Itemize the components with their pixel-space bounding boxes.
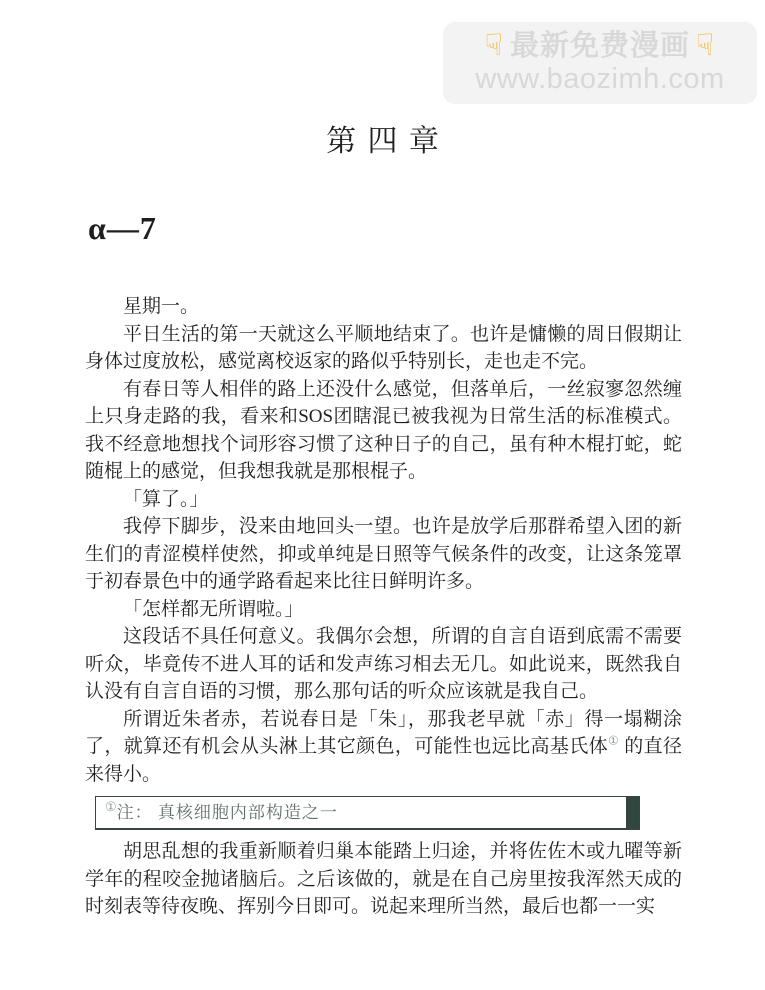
paragraph: 有春日等人相伴的路上还没什么感觉，但落单后，一丝寂寥忽然缠上只身走路的我，看来和SOS团瞎混已被我视为日常生活的标准模式。我不经意地想找个词形容习惯了这种日子的自己，虽有种木棍打蛇，蛇随棍上的感觉，但我想我就是那根棍子。 <box>85 378 682 482</box>
paragraph: 胡思乱想的我重新顺着归巢本能踏上归途，并将佐佐木或九曜等新学年的程咬金抛诸脑后。之后该做的，就是在自己房里按我浑然天成的时刻表等待夜晚、挥别今日即可。说起来理所当然，最后也都一一实 <box>85 841 682 917</box>
chapter-title: 第四章 <box>326 125 451 158</box>
pointing-down-icon: ☟ <box>484 27 504 63</box>
paragraph: 星期一。 <box>123 296 200 317</box>
footnote-text: 注： 真核细胞内部构造之一 <box>116 802 338 822</box>
paragraph-text: 所谓近朱者赤，若说春日是「朱」，那我老早就「赤」得一塌糊涂了，就算还有机会从头淋上其它颜色，可能性也远比高基氏体 <box>85 708 682 757</box>
paragraph: 我停下脚步，没来由地回头一望。也许是放学后那群希望入团的新生们的青涩模样使然，抑或单纯是日照等气候条件的改变，让这条笼罩于初春景色中的通学路看起来比往日鲜明许多。 <box>85 516 682 592</box>
footnote-box <box>95 796 640 830</box>
watermark-url: www.baozimh.com <box>475 62 725 95</box>
chapter-text <box>85 293 682 921</box>
paragraph-dialogue: 「算了。」 <box>123 488 209 510</box>
section-heading: α—7 <box>88 210 157 246</box>
paragraph <box>85 706 682 789</box>
watermark-title-row <box>484 27 716 64</box>
paragraph-dialogue: 「怎样都无所谓啦。」 <box>123 598 304 620</box>
watermark-title: 最新免费漫画 <box>509 30 690 63</box>
footnote-marker: ① <box>105 799 117 814</box>
paragraph: 这段话不具任何意义。我偶尔会想，所谓的自言自语到底需不需要听众，毕竟传不进人耳的话和发声练习相去无几。如此说来，既然我自认没有自言自语的习惯，那么那句话的听众应该就是我自己。 <box>85 626 682 702</box>
footnote-ref[interactable]: ① <box>607 733 620 748</box>
paragraph-text: 的直径来得小。 <box>85 736 682 785</box>
paragraph: 平日生活的第一天就这么平顺地结束了。也许是慵懒的周日假期让身体过度放松，感觉离校返家的路似乎特别长，走也走不完。 <box>85 323 682 372</box>
footnote-box-accent <box>626 797 639 828</box>
pointing-down-icon: ☟ <box>696 27 716 63</box>
watermark <box>443 22 757 104</box>
